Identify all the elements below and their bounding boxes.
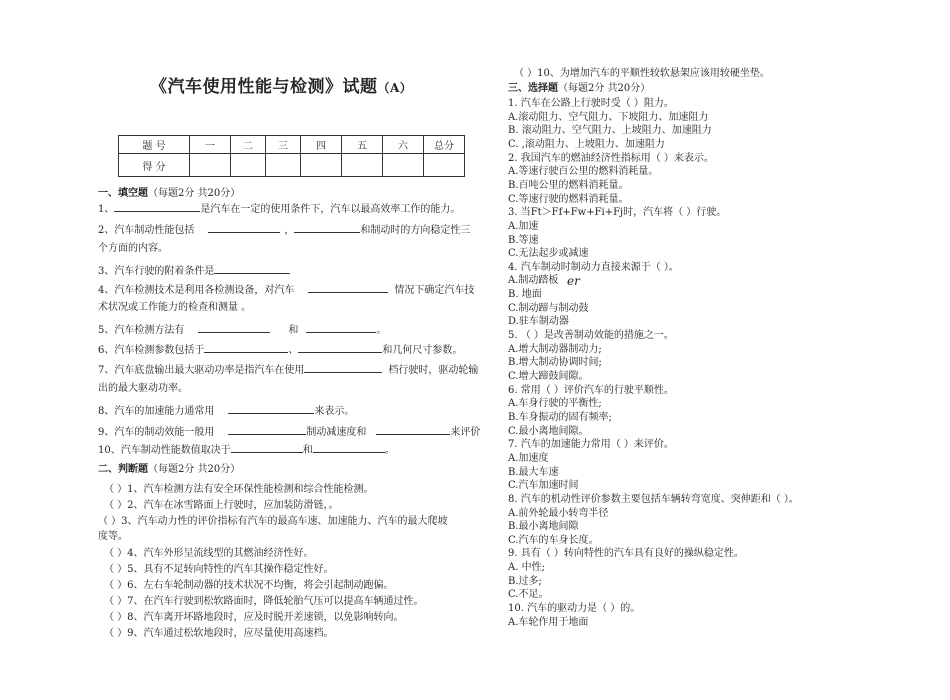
choice-line: B.百吨公里的燃料消耗量。 [508, 179, 629, 191]
answer-blank[interactable] [114, 201, 200, 212]
score-input-cell[interactable] [301, 154, 342, 177]
choice-line: B.等速 [508, 234, 539, 246]
question-text: 6、汽车检测参数包括于 [98, 345, 205, 356]
answer-blank[interactable] [313, 442, 385, 453]
fill-question-1 [98, 201, 460, 216]
choice-line: A.车身行驶的平衡性; [508, 398, 602, 410]
choice-line: A.制动踏板 [508, 275, 559, 287]
choice-line: C.等速行驶的燃料消耗量。 [508, 193, 629, 205]
question-text: 3、汽车行驶的附着条件是 [98, 266, 215, 277]
choice-line: B.最小离地间隙 [508, 521, 579, 533]
section-title-text: 三、选择题 [508, 83, 558, 94]
answer-blank[interactable] [208, 222, 280, 233]
score-cell: 二 [231, 136, 266, 154]
choice-line: A.加速度 [508, 452, 549, 464]
question-text: ， [284, 225, 295, 236]
score-cell: 总分 [424, 136, 465, 154]
score-cell: 四 [301, 136, 342, 154]
choice-line: C. ,滚动阻力、上坡阻力、加速阻力 [508, 138, 665, 150]
question-text: 制动减速度和 [306, 427, 367, 438]
score-input-cell[interactable] [383, 154, 424, 177]
score-input-cell[interactable] [342, 154, 383, 177]
question-text: 和 [288, 325, 299, 336]
question-text: 、 [288, 345, 299, 356]
choice-line: A.滚动阻力、空气阻力、下坡阻力、加速阻力 [508, 111, 709, 123]
choice-line: B.车身振动的固有频率; [508, 411, 612, 423]
score-input-cell[interactable] [424, 154, 465, 177]
judge-item: （ ）7、在汽车行驶到松软路面时，降低轮胎气压可以提高车辆通过性。 [104, 596, 424, 607]
choice-line: B. 滚动阻力、空气阻力、上坡阻力、加速阻力 [508, 125, 712, 137]
score-input-cell[interactable] [231, 154, 266, 177]
score-cell: 得 分 [119, 154, 190, 177]
choice-line: B.过多; [508, 575, 542, 587]
question-text: 。 [384, 445, 395, 456]
answer-blank[interactable] [214, 263, 290, 274]
fill-question-9 [98, 424, 480, 439]
choice-line: C.汽车加速时间 [508, 480, 579, 492]
fill-question-2-cont: 个方面的内容。 [98, 243, 168, 254]
section-note: （每题2分 共20分） [148, 464, 241, 475]
choice-line: B.增大制动协调时间; [508, 357, 602, 369]
choice-line: A.加速 [508, 220, 539, 232]
choice-line: C.不足。 [508, 589, 549, 601]
title-main: 《汽车使用性能与检测》试题 [150, 77, 378, 97]
score-table-header-row [119, 136, 465, 154]
question-text: 10、汽车制动性能数值取决于 [98, 445, 231, 456]
answer-blank[interactable] [376, 424, 450, 435]
question-text: 4、汽车检测技术是利用各检测设备，对汽车 [98, 285, 295, 296]
choice-line: A.等速行驶百公里的燃料消耗量。 [508, 166, 659, 178]
answer-blank[interactable] [231, 442, 303, 453]
judge-item-10: （ ）10、为增加汽车的平顺性较软悬架应该用较硬坐垫。 [514, 68, 770, 79]
question-text: 和 [302, 445, 313, 456]
score-cell: 六 [383, 136, 424, 154]
handwritten-mark: er [567, 274, 580, 288]
question-text: 5、汽车检测方法有 [98, 325, 185, 336]
choice-line: B. 地面 [508, 289, 542, 301]
judge-item: （ ）2、汽车在冰雪路面上行驶时，应加装防滑链，。 [104, 500, 339, 511]
choice-line: C.无法起步或减速 [508, 248, 589, 260]
question-text: 情况下确定汽车技 [394, 285, 475, 296]
choice-line: C.增大蹄鼓间隙。 [508, 371, 589, 382]
judge-item-cont: 度等。 [98, 531, 128, 542]
question-text: 。 [376, 325, 387, 336]
judge-item: （ ）1、汽车检测方法有安全环保性能检测和综合性能检测。 [104, 484, 374, 495]
question-text: 是汽车在一定的使用条件下，汽车以最高效率工作的能力。 [200, 204, 461, 215]
choice-line: A.增大制动器制动力; [508, 343, 602, 355]
choice-line: 7. 汽车的加速能力常用（ ）来评价。 [508, 439, 674, 451]
answer-blank[interactable] [198, 322, 270, 333]
choice-line: 6. 常用（ ）评价汽车的行驶平顺性。 [508, 384, 674, 396]
answer-blank[interactable] [204, 342, 288, 353]
fill-question-3 [98, 263, 290, 278]
choice-line: C.最小离地间隙。 [508, 425, 589, 437]
choice-line: A. 中性; [508, 562, 545, 574]
fill-question-7 [98, 362, 478, 377]
score-cell: 题 号 [119, 136, 190, 154]
fill-question-8 [98, 403, 354, 418]
section-note: （每题2分 共20分） [148, 188, 241, 199]
fill-question-6 [98, 342, 462, 357]
choice-line: 10. 汽车的驱动力是（ ）的。 [508, 603, 641, 615]
score-table [118, 135, 465, 177]
question-text: 9、汽车的制动效能一般用 [98, 427, 215, 438]
question-text: 和制动时的方向稳定性三 [360, 225, 471, 236]
choice-line: A.车轮作用于地面 [508, 616, 589, 628]
answer-blank[interactable] [304, 362, 382, 373]
choice-line: C.汽车的车身长度。 [508, 534, 599, 546]
fill-question-5 [98, 322, 386, 337]
choice-line: 9. 具有（ ）转向特性的汽车具有良好的操纵稳定性。 [508, 548, 744, 560]
question-text: 8、汽车的加速能力通常用 [98, 406, 215, 417]
fill-question-4-cont: 术状况或工作能力的检查和测量 。 [98, 302, 252, 313]
score-cell: 一 [190, 136, 231, 154]
choice-line: B.最大车速 [508, 466, 559, 478]
title-suffix: （A） [377, 81, 413, 95]
section-title-text: 二、判断题 [98, 464, 148, 475]
section-note: （每题2分 共20分） [558, 83, 651, 94]
answer-blank[interactable] [228, 403, 314, 414]
choice-line: 1. 汽车在公路上行驶时受（ ）阻力。 [508, 98, 674, 109]
section-title-text: 一、填空题 [98, 188, 148, 199]
score-input-cell[interactable] [190, 154, 231, 177]
choice-line: D.驻车制动器 [508, 316, 569, 328]
fill-question-10 [98, 442, 395, 457]
answer-blank[interactable] [294, 222, 360, 233]
judge-item: （ ）9、汽车通过松软地段时，应尽量使用高速档。 [104, 628, 334, 639]
choice-line: 8. 汽车的机动性评价参数主要包括车辆转弯宽度、突伸距和（ ）。 [508, 493, 799, 505]
question-text: 2、汽车制动性能包括 [98, 225, 195, 236]
choice-line: 3. 当Ft＞Ff+Fw+Fi+Fj时，汽车将（ ）行驶。 [508, 207, 727, 219]
fill-question-7-cont: 出的最大驱动功率。 [98, 383, 188, 394]
question-text: 1、 [98, 204, 115, 215]
choice-line: A.前外轮最小转弯半径 [508, 507, 609, 519]
answer-blank[interactable] [228, 424, 306, 435]
answer-blank[interactable] [306, 322, 376, 333]
choice-line: 2. 我国汽车的燃油经济性指标用（ ）来表示。 [508, 152, 714, 164]
judge-item: （ ）5、具有不足转向特性的汽车其操作稳定性好。 [104, 564, 334, 575]
score-table-score-row [119, 154, 465, 177]
score-cell: 三 [266, 136, 301, 154]
section-choice-title [508, 82, 650, 95]
answer-blank[interactable] [308, 282, 388, 293]
question-text: 来表示。 [314, 406, 355, 417]
score-cell: 五 [342, 136, 383, 154]
choice-line: 4. 汽车制动时制动力直接来源于（ ）。 [508, 261, 679, 273]
choice-line: 5. （ ）是改善制动效能的措施之一。 [508, 330, 674, 342]
fill-question-2 [98, 222, 470, 237]
choice-line: C.制动蹄与制动鼓 [508, 302, 589, 314]
question-text: 和几何尺寸参数。 [382, 345, 463, 356]
question-text: 档行驶时，驱动轮输 [388, 365, 479, 376]
section-judge-title [98, 463, 240, 476]
section-fill-title [98, 187, 240, 200]
judge-item: （ ）6、左右车轮制动器的技术状况不均衡，将会引起制动跑偏。 [104, 580, 394, 591]
answer-blank[interactable] [298, 342, 382, 353]
question-text: 来评价 [450, 427, 481, 438]
page-title [150, 72, 450, 97]
judge-item: （ ）4、汽车外形呈流线型的其燃油经济性好。 [104, 548, 314, 559]
fill-question-4 [98, 282, 474, 297]
question-text: 7、汽车底盘输出最大驱动功率是指汽车在使用 [98, 365, 305, 376]
score-input-cell[interactable] [266, 154, 301, 177]
judge-item: （ ）8、汽车离开坏路地段时，应及时脱开差速锁，以免影响转向。 [104, 612, 404, 623]
judge-item: （ ）3、汽车动力性的评价指标有汽车的最高车速、加速能力、汽车的最大爬坡 [98, 516, 448, 527]
